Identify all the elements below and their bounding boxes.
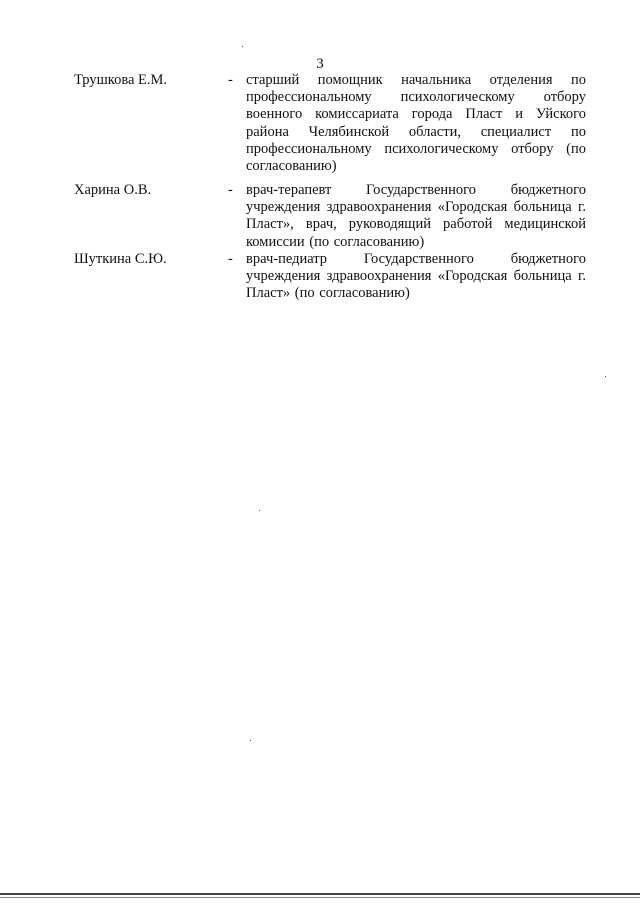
- member-name: Харина О.В.: [74, 182, 152, 198]
- entry-dash: -: [228, 72, 233, 88]
- member-description: врач-терапевт Государственного бюджетного учреждения здравоохранения «Городская больница г. Пласт», врач, руководящий работой медицинской комиссии (по согласованию): [246, 182, 586, 250]
- scan-speck: [242, 46, 243, 47]
- scan-edge-line: [0, 893, 640, 895]
- member-name: Трушкова Е.М.: [74, 72, 168, 88]
- member-description: врач-педиатр Государственного бюджетного учреждения здравоохранения «Городская больница г. Пласт» (по согласованию): [246, 251, 586, 302]
- entry-dash: -: [228, 251, 233, 267]
- member-description: старший помощник начальника отделения по профессиональному психологическому отбору военного комиссариата города Пласт и Уйского района Челябинской области, специалист по профессиональному психологическому отбору (по согласованию): [246, 72, 586, 175]
- member-name: Шуткина С.Ю.: [74, 251, 167, 267]
- scan-speck: [250, 740, 251, 741]
- page-number: 3: [316, 56, 324, 72]
- scan-speck: [259, 510, 260, 511]
- scan-speck: [605, 376, 606, 377]
- entry-dash: -: [228, 182, 233, 198]
- scan-edge-line: [0, 897, 640, 898]
